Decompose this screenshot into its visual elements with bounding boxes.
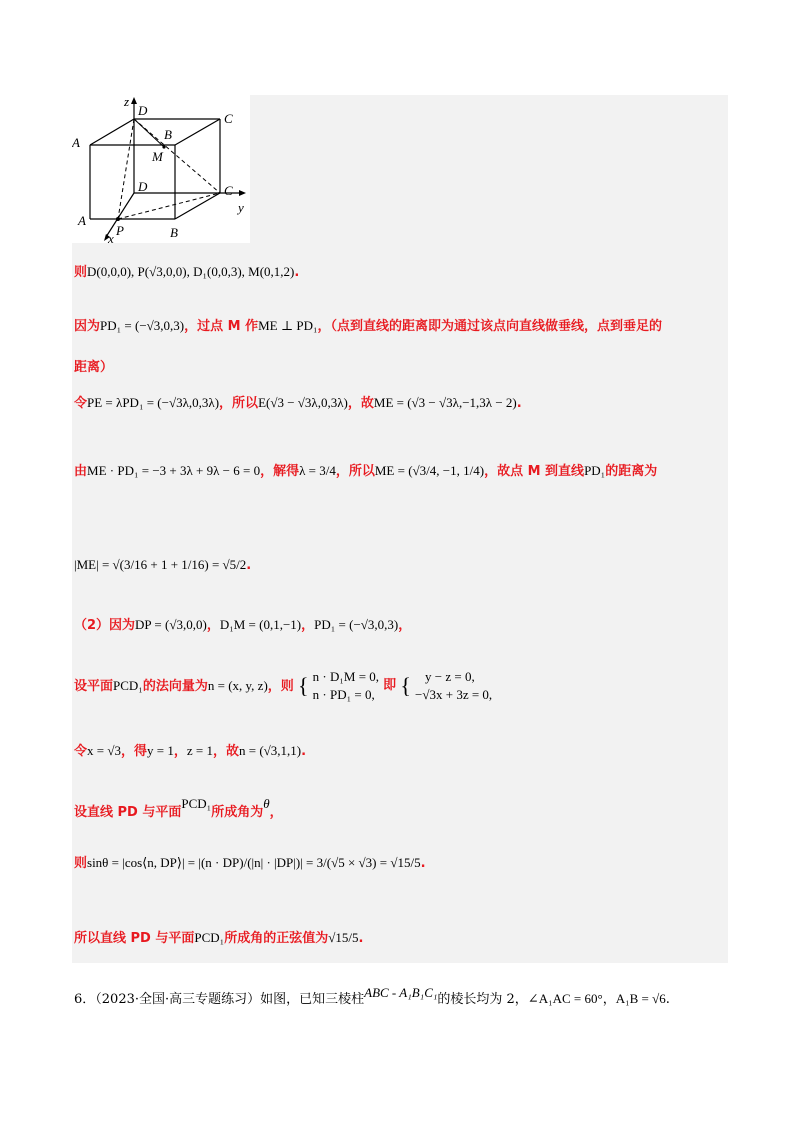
math-system2-row2: −√3x + 3z = 0, (415, 687, 493, 702)
math-pe: PE = λPD₁ = (−√3λ,0,3λ) (87, 395, 220, 410)
math-system1-row2: n · PD₁ = 0, (312, 687, 375, 702)
question-mid2: ， (602, 992, 616, 1007)
text-end: . (301, 744, 307, 759)
line-conclusion (74, 928, 363, 949)
math-prism: ABC - A₁B₁C₁ (364, 985, 438, 1000)
math-dp: DP = (√3,0,0) (135, 617, 207, 632)
text-end: ， (398, 618, 412, 633)
text-end: 的距离为 (605, 464, 658, 479)
math-a1b: A₁B = √6 (615, 991, 666, 1006)
label-x: x (108, 231, 114, 243)
math-perp: ME ⊥ PD₁ (258, 318, 318, 333)
text-mid: 所成角的正弦值为 (224, 931, 329, 946)
math-pd1: PD₁ = (−√3,0,3) (100, 318, 185, 333)
text-mid: ，得 (120, 744, 147, 759)
text-prefix: 令 (74, 744, 88, 759)
text-mid: ，所以 (219, 396, 259, 411)
line-lambda-solve (74, 461, 657, 482)
text-mid: ，过点 M 作 (184, 319, 259, 334)
text-prefix: 由 (74, 464, 88, 479)
text-mid2: ，则 (267, 678, 294, 694)
label-A: A (78, 213, 86, 228)
label-D: D (138, 179, 148, 194)
text-mid2: ，故 (347, 396, 374, 411)
math-theta: θ (263, 796, 270, 811)
text-prefix: 设平面 (74, 678, 114, 694)
text-prefix: 则 (74, 265, 88, 280)
math-e: E(√3 − √3λ,0,3λ) (258, 395, 348, 410)
text-prefix: 令 (74, 396, 88, 411)
text-end: . (358, 931, 364, 946)
question-end: . (665, 992, 670, 1007)
math-sine: sinθ = |cos⟨n, DP⟩| = |(n · DP)/(|n| · |DP|)| = 3/(√5 × √3) = √15/5 (87, 855, 421, 870)
text-mid2: ，故 (212, 744, 239, 759)
line-pd1-vector (74, 316, 662, 337)
text-end: . (516, 396, 522, 411)
label-C: C (224, 183, 233, 198)
line-pe-vector (74, 393, 522, 414)
text-rest: ，故点 M 到直线 (484, 464, 585, 479)
math-y: y = 1 (147, 743, 174, 758)
math-lambda: λ = 3/4 (299, 463, 336, 478)
text-end: ， (269, 805, 283, 820)
label-C1: C (224, 111, 233, 126)
math-angle: ∠A₁AC = 60° (527, 991, 603, 1006)
text-mid: ，解得 (260, 464, 300, 479)
label-B: B (170, 225, 178, 240)
math-d1m: D₁M = (0,1,−1) (219, 617, 302, 632)
text-prefix: 则 (74, 856, 88, 871)
text-end: . (294, 265, 300, 280)
label-y: y (238, 200, 244, 215)
text-prefix: 设直线 PD 与平面 (74, 805, 182, 820)
math-me-value: ME = (√3/4, −1, 1/4) (374, 463, 485, 478)
math-z: z = 1 (186, 743, 213, 758)
math-pd1: PD₁ = (−√3,0,3) (314, 617, 399, 632)
line-normal-vector: 设平面PCD₁的法向量为n = (x, y, z)，则 { n · D₁M = 0, n · PD₁ = 0, 即 { y − z = 0, −√3x + 3z = 0, (74, 669, 493, 702)
text-mid2: ，所以 (335, 464, 375, 479)
text-mid: 所成角为 (211, 805, 264, 820)
math-plane: PCD₁ (194, 930, 225, 945)
math-distance: |ME| = √(3/16 + 1 + 1/16) = √5/2 (74, 557, 247, 572)
line-coordinates (74, 262, 299, 283)
question-mid: 的棱长均为 2， (437, 992, 528, 1007)
math-plane: PCD₁ (181, 796, 212, 811)
line-distance-value (74, 555, 251, 576)
math-answer: √15/5 (328, 930, 359, 945)
text-mid: 的法向量为 (142, 678, 208, 694)
text-mid3: 即 (383, 678, 397, 693)
text-note: 距离） (74, 360, 114, 375)
math-n-value: n = (√3,1,1) (238, 743, 302, 758)
line-distance-note (74, 358, 113, 378)
math-me: ME = (√3 − √3λ,−1,3λ − 2) (373, 395, 517, 410)
math-system2-row1: y − z = 0, (425, 669, 475, 684)
math-pd1-label: PD₁ (584, 463, 606, 478)
text-prefix: 因为 (74, 319, 101, 334)
line-angle-setup (74, 794, 283, 823)
math-n: n = (x, y, z) (207, 677, 268, 693)
label-B1: B (164, 127, 172, 142)
text-end: . (420, 856, 426, 871)
label-D1: D (138, 103, 148, 118)
math-plane: PCD₁ (113, 677, 143, 693)
line-sine-calc (74, 853, 426, 874)
text-prefix: 所以直线 PD 与平面 (74, 931, 195, 946)
line-part2-vectors: （2）因为DP = (√3,0,0)，D₁M = (0,1,−1)，PD₁ = (−√3,0,3)， (74, 617, 412, 633)
text-end: . (246, 558, 252, 573)
label-P: P (116, 223, 124, 238)
text-prefix: （2）因为 (74, 618, 136, 633)
label-A1: A (72, 135, 80, 150)
cube-figure (72, 95, 250, 243)
text-rest: ，（点到直线的距离即为通过该点向直线做垂线，点到垂足的 (317, 319, 663, 334)
question-prefix: 6．（2023·全国·高三专题练习）如图，已知三棱柱 (74, 992, 365, 1007)
cube-diagram (72, 95, 250, 243)
label-z: z (124, 95, 130, 109)
math-system1-row1: n · D₁M = 0, (312, 669, 380, 684)
label-M: M (152, 149, 163, 164)
line-normal-solution: 令x = √3，得y = 1，z = 1，故n = (√3,1,1). (74, 743, 307, 759)
math-dot-product: ME · PD₁ = −3 + 3λ + 9λ − 6 = 0 (87, 463, 261, 478)
math-x: x = √3 (87, 743, 121, 758)
math-coordinates: D(0,0,0), P(√3,0,0), D₁(0,0,3), M(0,1,2) (87, 264, 295, 279)
question-6 (74, 985, 670, 1007)
